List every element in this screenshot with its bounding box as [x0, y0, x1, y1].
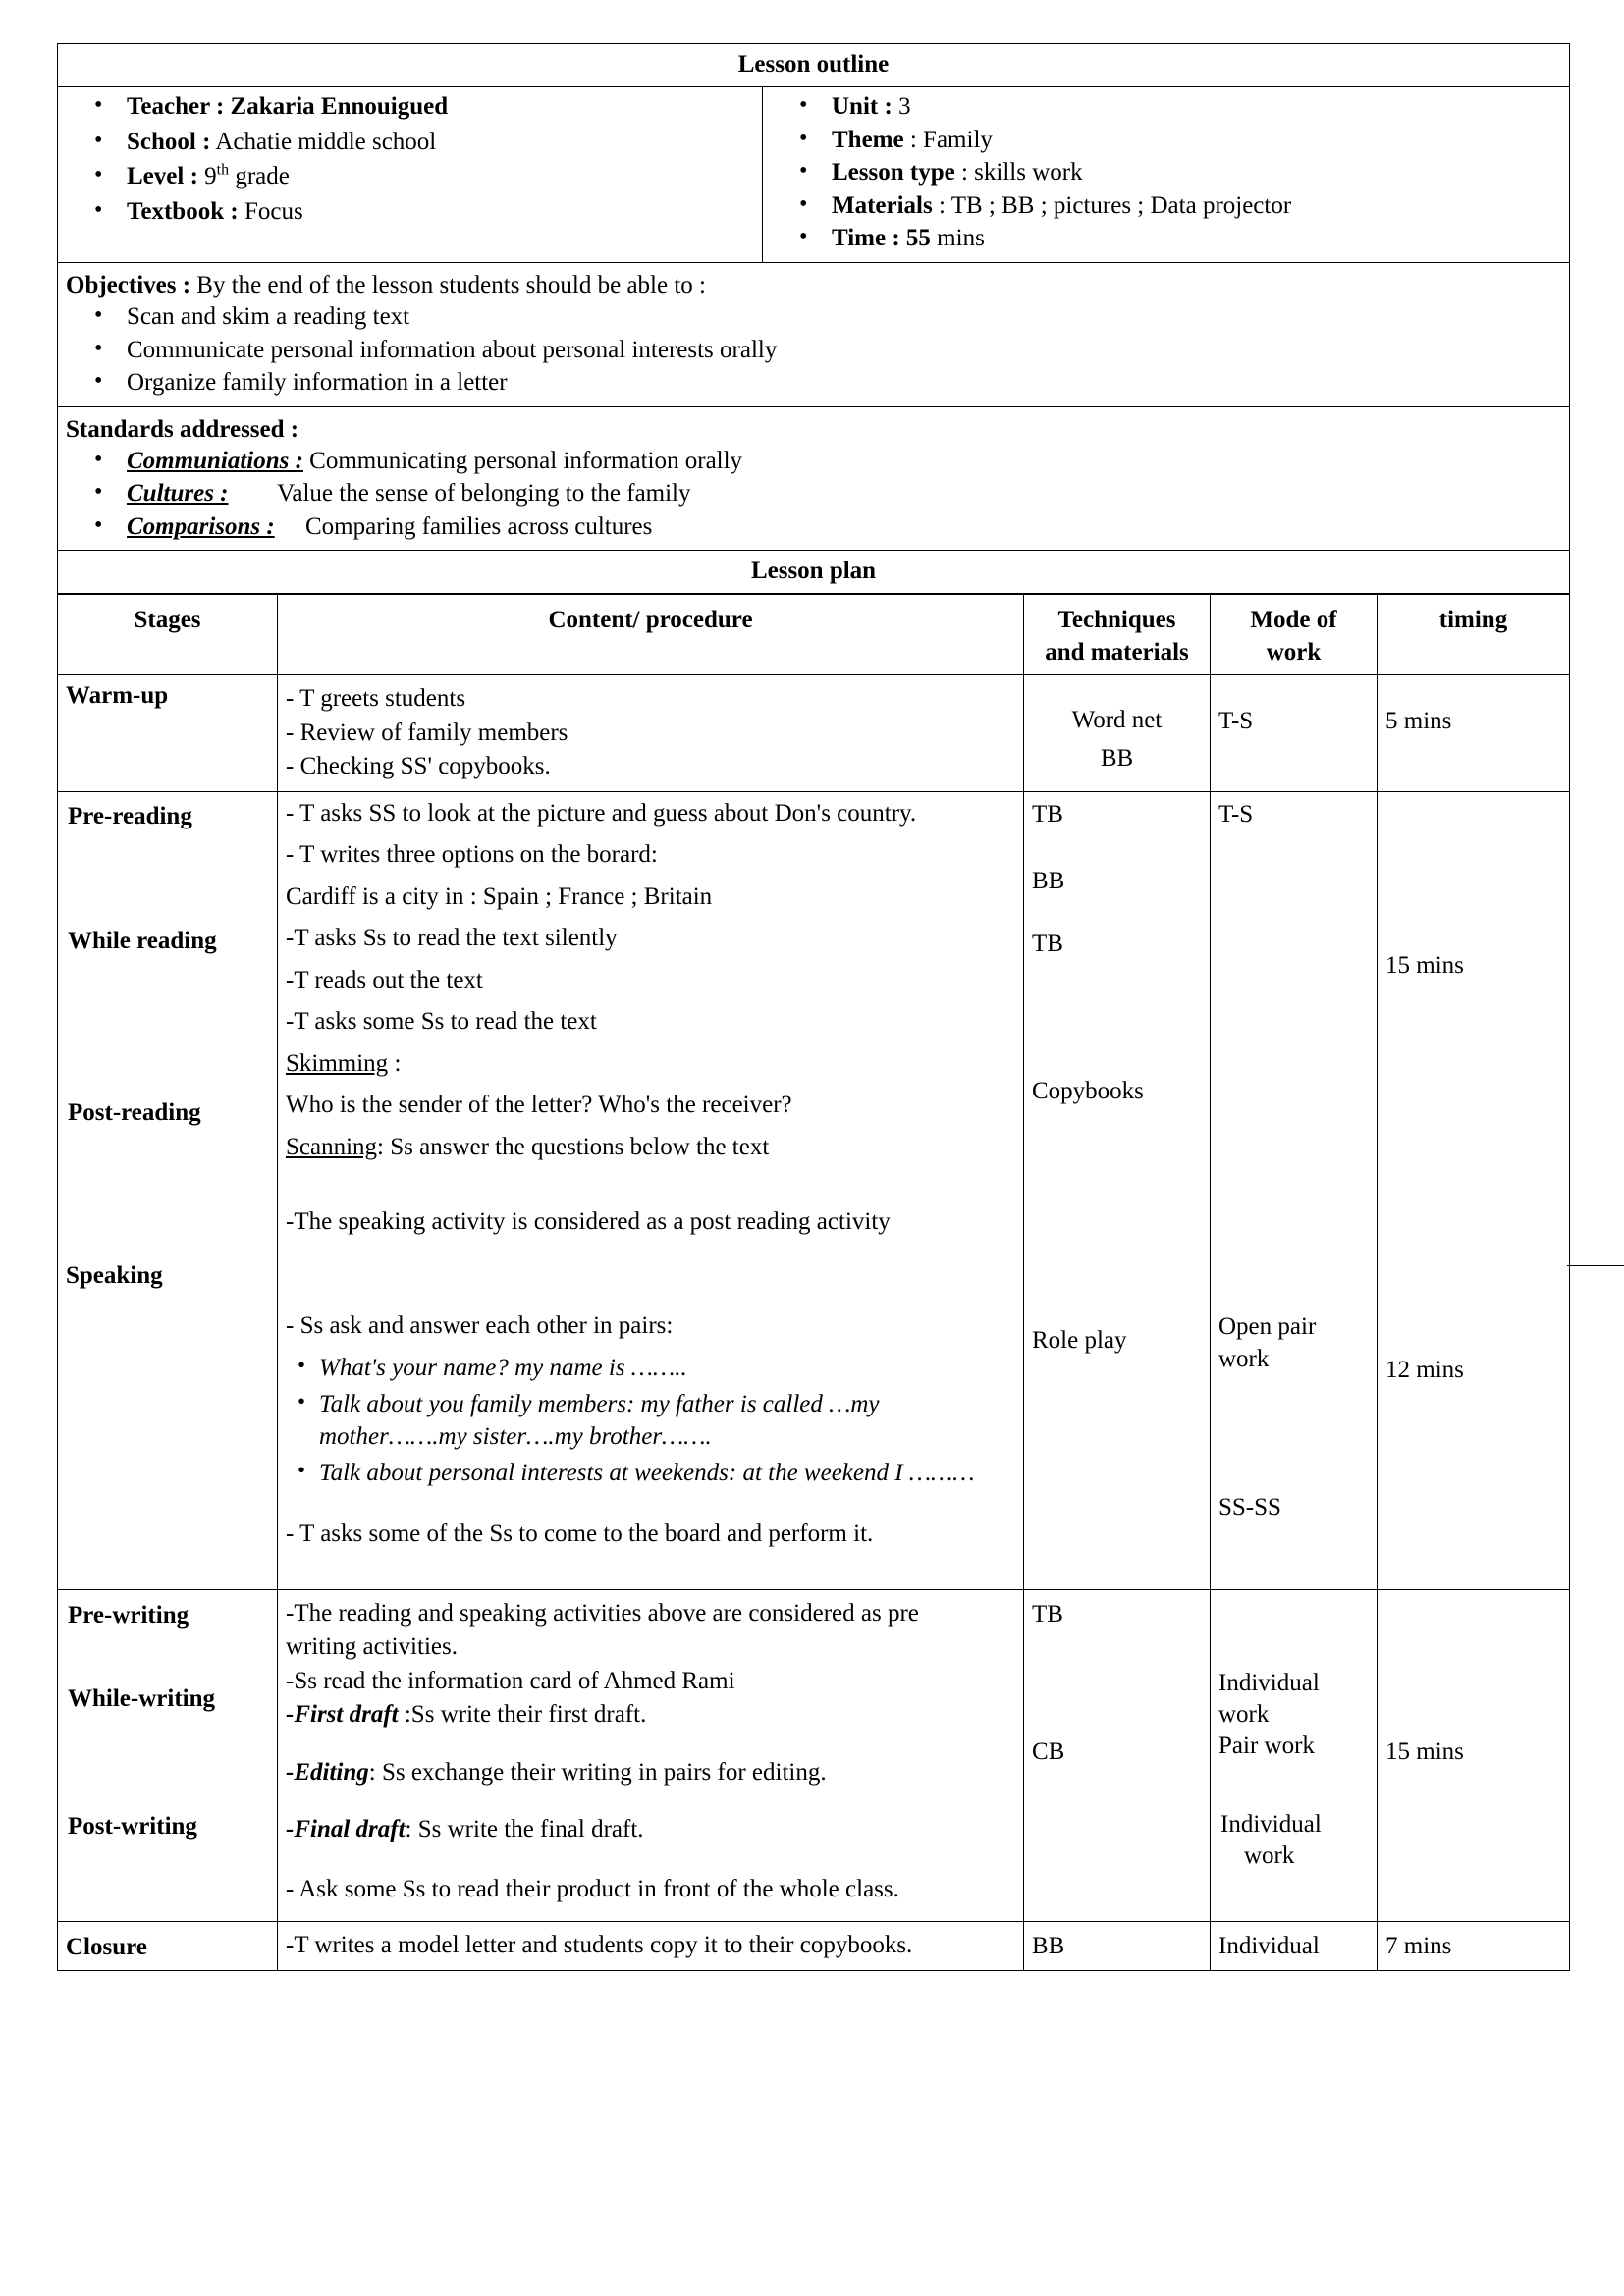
writing-line-first-draft [286, 1699, 1015, 1741]
objectives-heading-line [66, 267, 1561, 301]
teacher-label: Teacher : [127, 93, 225, 121]
reading-line: Cardiff is a city in : Spain ; France ; Britain [286, 882, 713, 910]
standards-row [58, 406, 1570, 551]
standard-text: Communicating personal information orally [309, 447, 743, 474]
stage-post-writing: Post-writing [68, 1812, 197, 1840]
lesson-outline-banner: Lesson outline [58, 44, 1570, 87]
tech-speaking: Role play [1024, 1255, 1211, 1589]
theme-value: : Family [909, 126, 993, 153]
unit-label: Unit : [832, 93, 893, 121]
standard-text: Value the sense of belonging to the family [277, 480, 691, 507]
editing-label: -Editing [286, 1758, 369, 1786]
outline-item-textbook [127, 196, 754, 232]
closure-line: -T writes a model letter and students copy it to their copybooks. [286, 1932, 913, 1959]
standards-list [66, 446, 1561, 545]
outline-info-row [58, 87, 1570, 263]
outline-left-list [66, 91, 754, 231]
row-writing [58, 1589, 1570, 1922]
tech-reading-3: TB [1032, 930, 1063, 957]
header-mode-line1: Mode of [1250, 606, 1337, 633]
stage-post-reading: Post-reading [68, 1098, 201, 1126]
outline-item-theme [832, 125, 1561, 158]
outline-item-school [127, 127, 754, 162]
header-techniques-line1: Techniques [1057, 606, 1176, 633]
reading-line: - T asks SS to look at the picture and guess about Don's country. [286, 799, 917, 827]
standard-term: Cultures : [127, 480, 229, 507]
writing-line-final-draft [286, 1798, 1015, 1856]
scanning-label: Scanning [286, 1133, 378, 1160]
mode-speaking-1-line2: work [1218, 1346, 1270, 1373]
row-closure [58, 1922, 1570, 1971]
warmup-line: - Checking SS' copybooks. [286, 753, 551, 780]
level-value-unit: grade [235, 163, 290, 190]
row-reading [58, 791, 1570, 1255]
outline-right-list [771, 91, 1561, 256]
stage-warmup: Warm-up [58, 675, 278, 792]
outline-item-time [832, 223, 1561, 256]
textbook-value: Focus [244, 197, 303, 225]
mode-writing-3-line2: work [1244, 1842, 1295, 1869]
mode-writing-3-line1: Individual [1220, 1810, 1322, 1838]
tech-warmup-line2: BB [1100, 744, 1134, 772]
standard-term: Communiations : [127, 447, 303, 474]
outline-item-lesson-type [832, 157, 1561, 190]
header-techniques-line2: and materials [1045, 639, 1189, 667]
speaking-intro: - Ss ask and answer each other in pairs: [286, 1311, 674, 1339]
tech-warmup [1024, 675, 1211, 792]
stage-writing-group [58, 1589, 278, 1922]
time-unit: mins [937, 225, 985, 252]
stage-closure: Closure [58, 1922, 278, 1971]
lesson-plan-banner: Lesson plan [58, 551, 1570, 594]
teacher-value: Zakaria Ennouigued [230, 93, 449, 121]
content-writing [278, 1589, 1024, 1922]
unit-value: 3 [898, 93, 911, 121]
editing-rest: : Ss exchange their writing in pairs for editing. [368, 1758, 827, 1786]
stage-while-writing: While-writing [68, 1684, 215, 1712]
first-draft-label: -First draft [286, 1701, 399, 1729]
objectives-lead: By the end of the lesson students should be able to : [196, 271, 706, 298]
level-label: Level : [127, 163, 198, 190]
lesson-outline-table [57, 43, 1570, 595]
standards-heading: Standards addressed : [66, 415, 299, 443]
tech-writing-2: CB [1032, 1737, 1065, 1765]
time-label: Time : [832, 225, 900, 252]
mode-speaking [1211, 1255, 1378, 1589]
timing-writing: 15 mins [1378, 1589, 1570, 1922]
objectives-list [66, 301, 1561, 400]
objectives-cell [58, 262, 1570, 406]
speaking-prompts-list [286, 1352, 1015, 1493]
outline-banner-row [58, 44, 1570, 87]
mode-writing-1-line1: Individual [1218, 1669, 1320, 1696]
time-value: 55 [905, 225, 931, 252]
tech-writing-1: TB [1032, 1600, 1063, 1628]
page-edge-rule-artifact [1567, 1265, 1624, 1266]
header-content: Content/ procedure [278, 593, 1024, 675]
level-ordinal-suffix: th [216, 161, 230, 179]
objective-item: • Organize family information in a letter [127, 367, 1561, 400]
objectives-row [58, 262, 1570, 406]
timing-speaking: 12 mins [1378, 1255, 1570, 1589]
standard-item-communications [127, 446, 1561, 479]
timing-reading: 15 mins [1378, 791, 1570, 1255]
tech-reading-1: TB [1032, 800, 1063, 828]
mode-warmup: T-S [1211, 675, 1378, 792]
stage-pre-writing: Pre-writing [68, 1601, 189, 1629]
speaking-prompt: • Talk about personal interests at weekends: at the weekend I ……… [319, 1457, 1015, 1493]
stage-speaking: Speaking [58, 1255, 278, 1589]
warmup-line: - Review of family members [286, 719, 568, 746]
writing-line-1a: -The reading and speaking activities above are considered as pre [286, 1599, 919, 1627]
reading-line-skimming [286, 1048, 1015, 1091]
tech-warmup-line1: Word net [1071, 707, 1163, 734]
outline-item-unit [832, 91, 1561, 125]
header-mode-line2: work [1266, 639, 1322, 667]
content-warmup [278, 675, 1024, 792]
row-warmup [58, 675, 1570, 792]
speaking-prompt: • Talk about you family members: my father is called …my mother…….my sister….my brother……. [319, 1388, 1015, 1457]
scanning-rest: : Ss answer the questions below the text [377, 1133, 770, 1160]
row-speaking [58, 1255, 1570, 1589]
standard-item-cultures [127, 478, 1561, 511]
standards-cell [58, 406, 1570, 551]
outline-item-materials [832, 190, 1561, 224]
reading-line-scanning [286, 1132, 1015, 1174]
content-closure [278, 1922, 1024, 1971]
school-label: School : [127, 128, 211, 155]
first-draft-rest: :Ss write their first draft. [398, 1701, 647, 1729]
skimming-label: Skimming [286, 1049, 389, 1077]
header-timing: timing [1378, 593, 1570, 675]
standard-text: Comparing families across cultures [304, 512, 653, 540]
mode-closure: Individual [1211, 1922, 1378, 1971]
speaking-closing: - T asks some of the Ss to come to the board and perform it. [286, 1521, 874, 1548]
writing-line-editing [286, 1741, 1015, 1799]
reading-line: -T asks Ss to read the text silently [286, 925, 618, 952]
lesson-plan-header-row [58, 593, 1570, 675]
tech-closure: BB [1024, 1922, 1211, 1971]
standard-term: Comparisons : [127, 512, 275, 540]
warmup-line: - T greets students [286, 685, 466, 713]
lesson-type-label: Lesson type [832, 159, 955, 187]
writing-line-2: -Ss read the information card of Ahmed Rami [286, 1667, 735, 1694]
mode-reading: T-S [1211, 791, 1378, 1255]
mode-writing-2: Pair work [1218, 1732, 1315, 1759]
header-stages: Stages [58, 593, 278, 675]
school-value: Achatie middle school [215, 128, 437, 155]
timing-closure: 7 mins [1378, 1922, 1570, 1971]
objective-item: • Communicate personal information about personal interests orally [127, 335, 1561, 368]
outline-left-column [58, 87, 763, 263]
reading-line: -T asks some Ss to read the text [286, 1008, 597, 1036]
mode-speaking-1-line1: Open pair [1218, 1312, 1317, 1340]
final-draft-label: -Final draft [286, 1816, 406, 1843]
outline-item-teacher [127, 91, 754, 127]
skimming-rest: : [388, 1049, 402, 1077]
tech-reading [1024, 791, 1211, 1255]
level-value: 9 [204, 163, 217, 190]
header-mode [1211, 593, 1378, 675]
lesson-type-value: : skills work [960, 159, 1083, 187]
mode-writing [1211, 1589, 1378, 1922]
writing-line-1b: writing activities. [286, 1633, 458, 1661]
header-techniques [1024, 593, 1211, 675]
stage-pre-reading: Pre-reading [68, 802, 192, 829]
timing-warmup: 5 mins [1378, 675, 1570, 792]
content-reading [278, 791, 1024, 1255]
reading-line: Who is the sender of the letter? Who's the receiver? [286, 1092, 792, 1119]
final-draft-rest: : Ss write the final draft. [405, 1816, 644, 1843]
lesson-plan-table [57, 593, 1570, 1971]
speaking-prompt: • What's your name? my name is …….. [319, 1352, 1015, 1388]
outline-right-column [763, 87, 1570, 263]
objective-item: • Scan and skim a reading text [127, 301, 1561, 335]
stage-reading-group [58, 791, 278, 1255]
writing-line-post: - Ask some Ss to read their product in front of the whole class. [286, 1875, 899, 1902]
stage-while-reading: While reading [68, 927, 217, 954]
materials-value: : TB ; BB ; pictures ; Data projector [938, 191, 1292, 219]
objectives-heading: Objectives : [66, 271, 191, 298]
content-speaking [278, 1255, 1024, 1589]
reading-line: - T writes three options on the borard: [286, 841, 658, 869]
standard-item-comparisons [127, 511, 1561, 545]
reading-line-post: -The speaking activity is considered as a post reading activity [286, 1208, 891, 1236]
theme-label: Theme [832, 126, 904, 153]
reading-line: -T reads out the text [286, 966, 483, 993]
tech-reading-4: Copybooks [1032, 1077, 1144, 1104]
lesson-plan-banner-row [58, 551, 1570, 594]
tech-reading-2: BB [1032, 867, 1065, 894]
mode-writing-1-line2: work [1218, 1700, 1270, 1728]
mode-speaking-2: SS-SS [1218, 1494, 1281, 1522]
tech-writing [1024, 1589, 1211, 1922]
materials-label: Materials [832, 191, 933, 219]
textbook-label: Textbook : [127, 197, 239, 225]
outline-item-level [127, 161, 754, 196]
